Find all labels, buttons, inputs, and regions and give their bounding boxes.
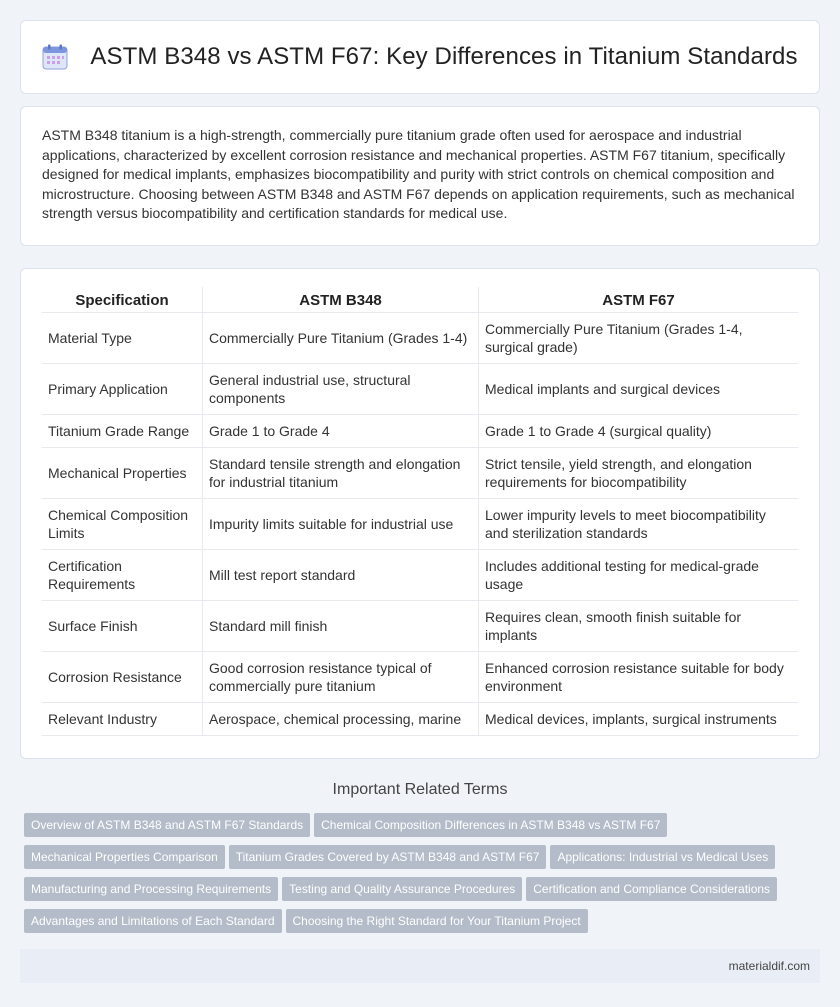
spec-value-cell: Mill test report standard [203,549,479,600]
spec-value-cell: Impurity limits suitable for industrial use [203,498,479,549]
spec-label-cell: Relevant Industry [42,702,203,735]
related-term-tag[interactable]: Certification and Compliance Considerations [526,877,777,901]
footer [20,949,820,983]
related-term-tag[interactable]: Overview of ASTM B348 and ASTM F67 Standards [24,813,310,837]
table-header-row [42,287,798,313]
related-term-tag[interactable]: Testing and Quality Assurance Procedures [282,877,522,901]
table-row [42,498,798,549]
related-term-tag[interactable]: Mechanical Properties Comparison [24,845,225,869]
related-term-tag[interactable]: Choosing the Right Standard for Your Titanium Project [286,909,588,933]
related-term-tag[interactable]: Applications: Industrial vs Medical Uses [550,845,775,869]
column-header: ASTM F67 [479,287,799,313]
calendar-icon [42,44,68,70]
spec-label-cell: Material Type [42,312,203,363]
comparison-table [42,287,798,736]
spec-value-cell: Good corrosion resistance typical of commercially pure titanium [203,651,479,702]
spec-value-cell: Commercially Pure Titanium (Grades 1-4, surgical grade) [479,312,799,363]
spec-label-cell: Primary Application [42,363,203,414]
table-row [42,549,798,600]
spec-label-cell: Corrosion Resistance [42,651,203,702]
table-row [42,414,798,447]
related-term-tag[interactable]: Titanium Grades Covered by ASTM B348 and ASTM F67 [229,845,547,869]
column-header: Specification [42,287,203,313]
table-row [42,702,798,735]
related-terms-title: Important Related Terms [332,780,508,798]
spec-label-cell: Chemical Composition Limits [42,498,203,549]
spec-value-cell: Lower impurity levels to meet biocompatibility and sterilization standards [479,498,799,549]
spec-label-cell: Certification Requirements [42,549,203,600]
related-terms-list [0,813,840,941]
spec-value-cell: General industrial use, structural components [203,363,479,414]
spec-label-cell: Mechanical Properties [42,447,203,498]
intro-paragraph: ASTM B348 titanium is a high-strength, commercially pure titanium grade often used for aerospace and industrial applications, characterized by excellent corrosion resistance and mechanical properties. ASTM F67 titanium, specifically designed for medical implants, emphasizes biocompatibility and purity with strict controls on chemical composition and microstructure. Choosing between ASTM B348 and ASTM F67 depends on application requirements, such as mechanical strength versus biocompatibility and certification standards for medical use. [20,106,820,246]
table-row [42,363,798,414]
comparison-table-card [20,268,820,759]
spec-value-cell: Medical implants and surgical devices [479,363,799,414]
table-row [42,312,798,363]
spec-value-cell: Standard mill finish [203,600,479,651]
related-term-tag[interactable]: Manufacturing and Processing Requirements [24,877,278,901]
footer-site[interactable]: materialdif.com [728,958,810,973]
page-title: ASTM B348 vs ASTM F67: Key Differences in Titanium Standards [90,43,798,70]
spec-value-cell: Grade 1 to Grade 4 [203,414,479,447]
page-header [20,20,820,94]
table-row [42,651,798,702]
spec-value-cell: Standard tensile strength and elongation for industrial titanium [203,447,479,498]
spec-value-cell: Strict tensile, yield strength, and elongation requirements for biocompatibility [479,447,799,498]
table-row [42,600,798,651]
spec-value-cell: Includes additional testing for medical-grade usage [479,549,799,600]
spec-label-cell: Surface Finish [42,600,203,651]
column-header: ASTM B348 [203,287,479,313]
related-term-tag[interactable]: Advantages and Limitations of Each Standard [24,909,282,933]
spec-value-cell: Enhanced corrosion resistance suitable for body environment [479,651,799,702]
spec-value-cell: Aerospace, chemical processing, marine [203,702,479,735]
table-row [42,447,798,498]
spec-value-cell: Grade 1 to Grade 4 (surgical quality) [479,414,799,447]
related-term-tag[interactable]: Chemical Composition Differences in ASTM B348 vs ASTM F67 [314,813,667,837]
spec-value-cell: Commercially Pure Titanium (Grades 1-4) [203,312,479,363]
spec-value-cell: Medical devices, implants, surgical instruments [479,702,799,735]
spec-label-cell: Titanium Grade Range [42,414,203,447]
spec-value-cell: Requires clean, smooth finish suitable for implants [479,600,799,651]
